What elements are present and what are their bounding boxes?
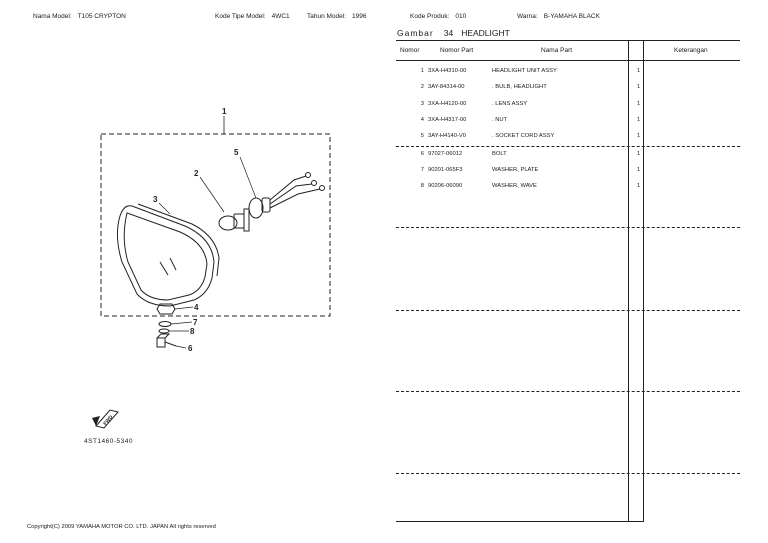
row-group-divider bbox=[396, 310, 740, 311]
diagram-code: 4ST1460-5340 bbox=[84, 438, 134, 445]
row-number: 4 bbox=[420, 117, 424, 123]
column-header-part-number: Nomor Part bbox=[440, 47, 474, 54]
table-col-divider-2 bbox=[643, 40, 644, 522]
headlight-exploded-diagram bbox=[0, 0, 395, 520]
row-part-name: . BULB, HEADLIGHT bbox=[492, 84, 547, 90]
row-number: 6 bbox=[420, 151, 424, 157]
assembly-boundary bbox=[101, 134, 330, 316]
model-year: Tahun Model: 1996 bbox=[307, 13, 367, 20]
callout-1: 1 bbox=[222, 107, 227, 116]
product-code: Kode Produk: 010 bbox=[410, 13, 467, 20]
callout-2: 2 bbox=[194, 169, 199, 178]
callout-5: 5 bbox=[234, 148, 239, 157]
row-part-name: . SOCKET CORD ASSY bbox=[492, 133, 555, 139]
row-part-number: 90206-06090 bbox=[428, 183, 463, 189]
fasteners-drawing bbox=[157, 304, 176, 347]
color: Warna: B-YAMAHA BLACK bbox=[517, 13, 600, 20]
row-group-divider bbox=[396, 391, 740, 392]
column-header-part-name: Nama Part bbox=[541, 47, 573, 54]
row-part-name: HEADLIGHT UNIT ASSY bbox=[492, 68, 557, 74]
callout-3: 3 bbox=[153, 195, 158, 204]
row-quantity: 1 bbox=[637, 133, 641, 139]
row-part-number: 3XA-H4120-00 bbox=[428, 101, 467, 107]
column-header-remarks: Keterangan bbox=[674, 47, 708, 54]
row-quantity: 1 bbox=[637, 151, 641, 157]
bulb-drawing bbox=[219, 209, 249, 231]
row-group-divider bbox=[396, 146, 740, 147]
row-quantity: 1 bbox=[637, 183, 641, 189]
fwd-arrow-icon bbox=[92, 410, 118, 428]
row-part-name: WASHER, WAVE bbox=[492, 183, 537, 189]
row-part-number: 90201-065F3 bbox=[428, 167, 463, 173]
row-quantity: 1 bbox=[637, 101, 641, 107]
callout-7: 7 bbox=[193, 318, 198, 327]
row-quantity: 1 bbox=[637, 117, 641, 123]
row-number: 8 bbox=[420, 183, 424, 189]
row-part-name: . LENS ASSY bbox=[492, 101, 528, 107]
row-number: 2 bbox=[420, 84, 424, 90]
table-top-rule bbox=[396, 40, 740, 41]
table-col-divider-1 bbox=[628, 40, 629, 522]
row-part-number: 3XA-H4317-00 bbox=[428, 117, 467, 123]
row-number: 1 bbox=[420, 68, 424, 74]
row-part-name: BOLT bbox=[492, 151, 507, 157]
row-quantity: 1 bbox=[637, 84, 641, 90]
row-part-name: . NUT bbox=[492, 117, 508, 123]
row-part-number: 97027-06012 bbox=[428, 151, 463, 157]
callout-4: 4 bbox=[194, 303, 199, 312]
table-bottom-rule bbox=[396, 521, 644, 522]
table-header-rule bbox=[396, 60, 740, 61]
leader-lines bbox=[159, 157, 256, 348]
row-number: 3 bbox=[420, 101, 424, 107]
figure-title: Gambar 34 HEADLIGHT bbox=[397, 28, 510, 38]
row-part-number: 3AY-H4140-V0 bbox=[428, 133, 467, 139]
headlight-housing-drawing bbox=[117, 204, 219, 306]
model-name: Nama Model: T105 CRYPTON bbox=[33, 13, 126, 20]
row-quantity: 1 bbox=[637, 68, 641, 74]
svg-text:FWD: FWD bbox=[102, 414, 115, 427]
row-part-number: 3XA-H4310-00 bbox=[428, 68, 467, 74]
row-group-divider bbox=[396, 227, 740, 228]
row-part-name: WASHER, PLATE bbox=[492, 167, 539, 173]
row-group-divider bbox=[396, 473, 740, 474]
column-header-number: Nomor bbox=[400, 47, 420, 54]
row-part-number: 3AY-84314-00 bbox=[428, 84, 465, 90]
callout-6: 6 bbox=[188, 344, 193, 353]
row-number: 5 bbox=[420, 133, 424, 139]
copyright-notice: Copyright(C) 2009 YAMAHA MOTOR CO. LTD. JAPAN All rights reserved bbox=[27, 524, 216, 530]
model-type-code: Kode Tipe Model: 4WC1 bbox=[215, 13, 290, 20]
socket-cord-drawing bbox=[249, 173, 325, 219]
row-number: 7 bbox=[420, 167, 424, 173]
row-quantity: 1 bbox=[637, 167, 641, 173]
callout-8: 8 bbox=[190, 327, 195, 336]
